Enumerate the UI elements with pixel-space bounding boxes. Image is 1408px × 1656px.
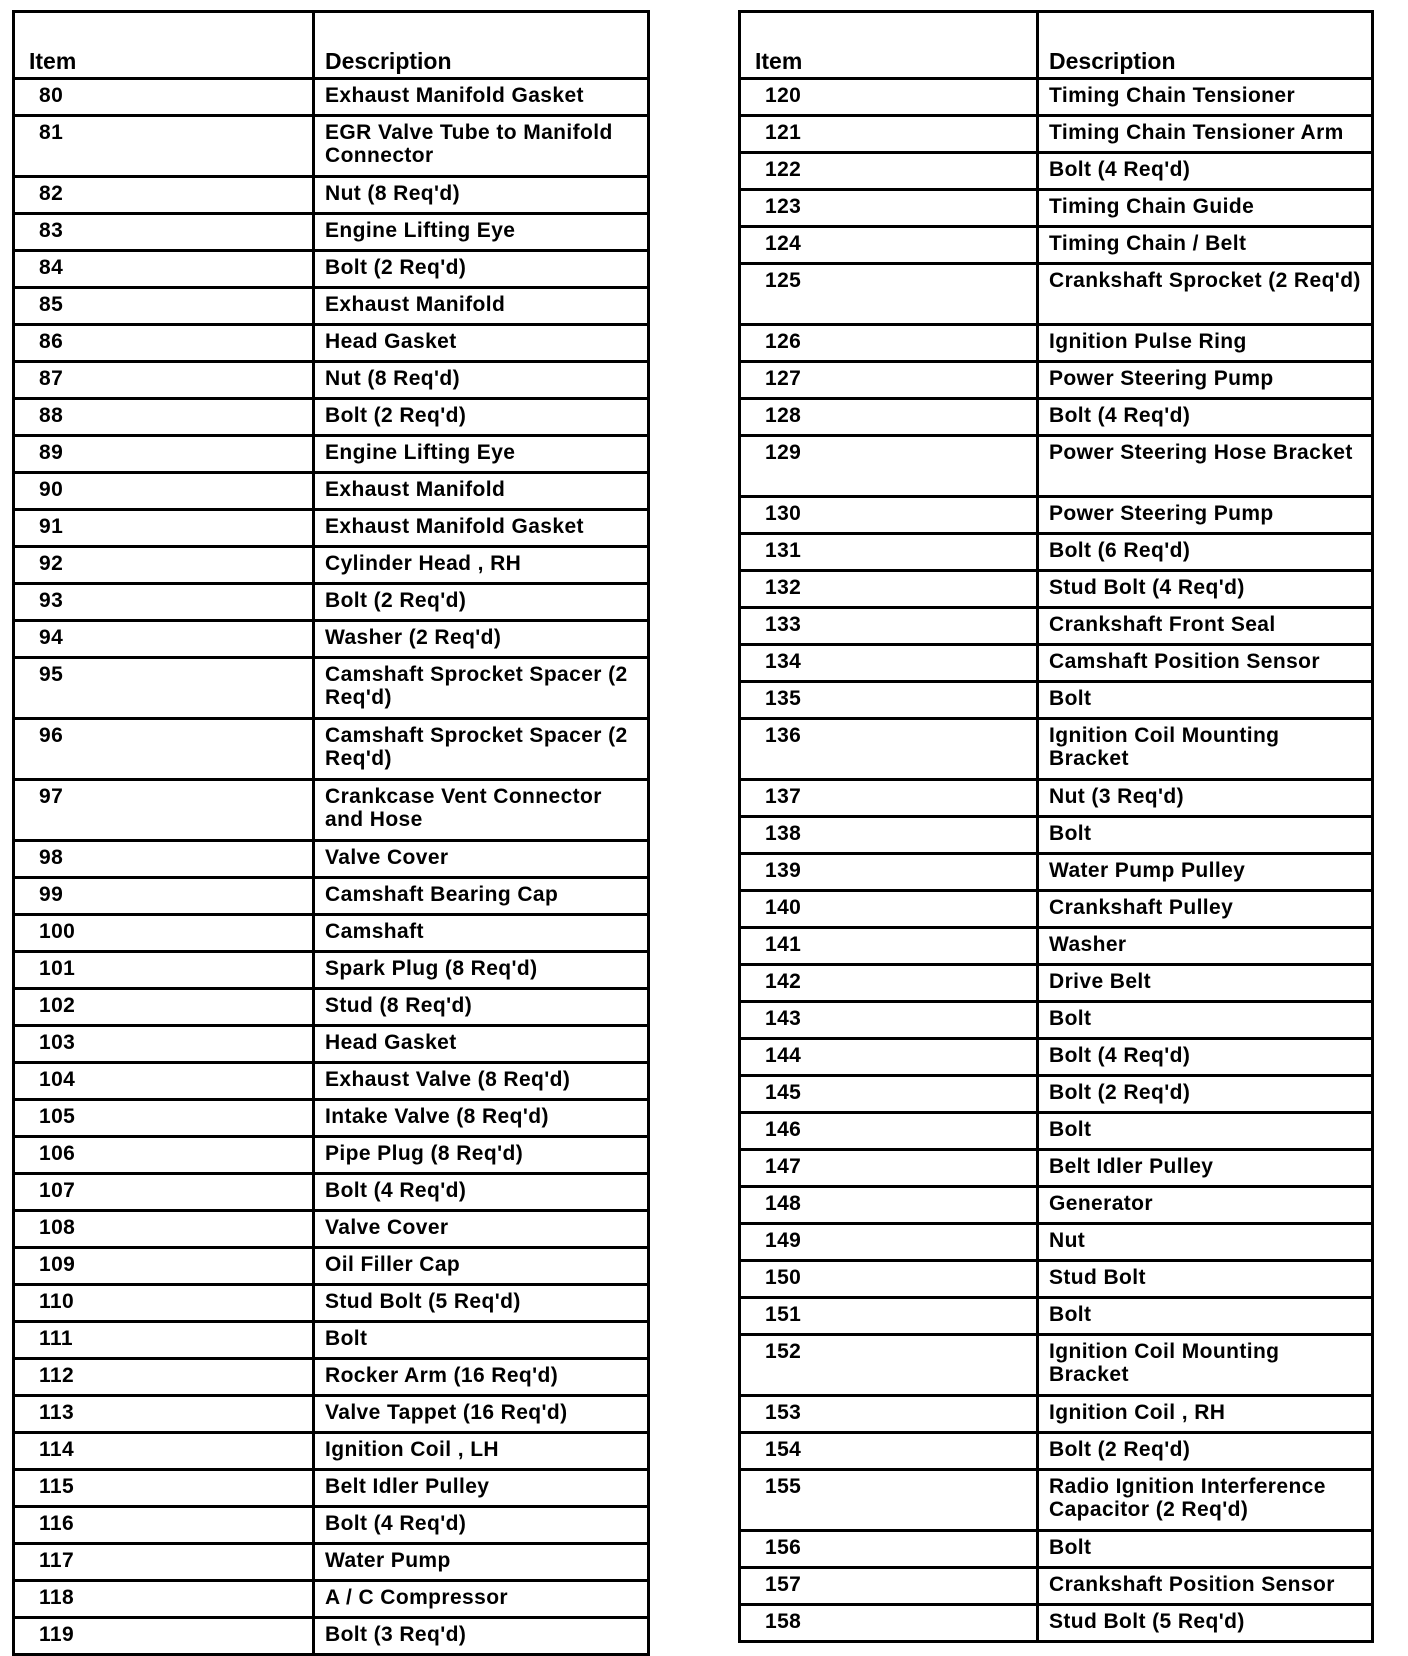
item-number: 137 — [740, 780, 1038, 817]
item-number: 131 — [740, 534, 1038, 571]
table-row — [740, 1187, 1373, 1224]
table-row — [14, 1396, 649, 1433]
item-description: Engine Lifting Eye — [314, 214, 649, 251]
table-row — [14, 1100, 649, 1137]
table-row — [14, 1359, 649, 1396]
item-description: Head Gasket — [314, 325, 649, 362]
item-description: Bolt (4 Req'd) — [1038, 153, 1373, 190]
item-number: 104 — [14, 1063, 314, 1100]
table-header-row — [14, 12, 649, 79]
table-row — [740, 1433, 1373, 1470]
parts-table-right — [738, 10, 1374, 1643]
table-row — [740, 645, 1373, 682]
item-description: Bolt (2 Req'd) — [1038, 1433, 1373, 1470]
table-row — [740, 928, 1373, 965]
table-row — [14, 989, 649, 1026]
item-number: 97 — [14, 780, 314, 841]
item-description: Nut (8 Req'd) — [314, 177, 649, 214]
table-row — [14, 547, 649, 584]
table-row — [740, 153, 1373, 190]
item-number: 144 — [740, 1039, 1038, 1076]
item-description: Nut — [1038, 1224, 1373, 1261]
parts-table-left-body — [14, 79, 649, 1655]
item-description: Valve Tappet (16 Req'd) — [314, 1396, 649, 1433]
table-row — [14, 719, 649, 780]
item-number: 140 — [740, 891, 1038, 928]
item-number: 112 — [14, 1359, 314, 1396]
item-number: 150 — [740, 1261, 1038, 1298]
table-row — [740, 1002, 1373, 1039]
item-number: 139 — [740, 854, 1038, 891]
table-row — [740, 497, 1373, 534]
item-number: 121 — [740, 116, 1038, 153]
item-description: A / C Compressor — [314, 1581, 649, 1618]
table-row — [740, 79, 1373, 116]
item-description: Bolt (4 Req'd) — [314, 1507, 649, 1544]
item-description: Ignition Coil Mounting Bracket — [1038, 719, 1373, 780]
item-description: Rocker Arm (16 Req'd) — [314, 1359, 649, 1396]
table-row — [14, 1470, 649, 1507]
table-row — [14, 1581, 649, 1618]
item-description: Camshaft — [314, 915, 649, 952]
item-number: 111 — [14, 1322, 314, 1359]
item-description: Belt Idler Pulley — [1038, 1150, 1373, 1187]
item-number: 107 — [14, 1174, 314, 1211]
table-row — [14, 177, 649, 214]
item-description: Washer — [1038, 928, 1373, 965]
item-number: 116 — [14, 1507, 314, 1544]
item-description: Timing Chain Tensioner — [1038, 79, 1373, 116]
item-number: 123 — [740, 190, 1038, 227]
table-row — [740, 1150, 1373, 1187]
table-row — [14, 621, 649, 658]
item-description: Bolt (2 Req'd) — [314, 584, 649, 621]
item-description: Stud Bolt (5 Req'd) — [1038, 1605, 1373, 1642]
item-number: 148 — [740, 1187, 1038, 1224]
item-number: 146 — [740, 1113, 1038, 1150]
table-row — [740, 436, 1373, 497]
item-number: 154 — [740, 1433, 1038, 1470]
item-number: 129 — [740, 436, 1038, 497]
item-description: Bolt (4 Req'd) — [314, 1174, 649, 1211]
item-number: 126 — [740, 325, 1038, 362]
item-description: Bolt — [1038, 1113, 1373, 1150]
item-description: Bolt — [1038, 1002, 1373, 1039]
item-number: 82 — [14, 177, 314, 214]
table-row — [14, 510, 649, 547]
table-row — [740, 1605, 1373, 1642]
item-number: 108 — [14, 1211, 314, 1248]
table-row — [740, 1224, 1373, 1261]
table-row — [740, 891, 1373, 928]
item-number: 81 — [14, 116, 314, 177]
table-row — [740, 1039, 1373, 1076]
item-description: Ignition Coil , RH — [1038, 1396, 1373, 1433]
table-row — [14, 584, 649, 621]
item-number: 151 — [740, 1298, 1038, 1335]
item-description: Crankshaft Sprocket (2 Req'd) — [1038, 264, 1373, 325]
item-number: 95 — [14, 658, 314, 719]
item-description: Valve Cover — [314, 1211, 649, 1248]
item-description: Bolt — [1038, 817, 1373, 854]
column-header-item: Item — [14, 12, 314, 79]
item-number: 110 — [14, 1285, 314, 1322]
item-number: 109 — [14, 1248, 314, 1285]
table-row — [740, 1568, 1373, 1605]
item-description: Nut (8 Req'd) — [314, 362, 649, 399]
item-number: 118 — [14, 1581, 314, 1618]
item-description: Water Pump Pulley — [1038, 854, 1373, 891]
item-description: Bolt — [1038, 1531, 1373, 1568]
item-number: 93 — [14, 584, 314, 621]
table-row — [14, 251, 649, 288]
item-description: Camshaft Position Sensor — [1038, 645, 1373, 682]
table-row — [740, 854, 1373, 891]
item-description: Bolt (2 Req'd) — [314, 399, 649, 436]
table-row — [740, 264, 1373, 325]
item-number: 83 — [14, 214, 314, 251]
item-description: Oil Filler Cap — [314, 1248, 649, 1285]
table-row — [14, 79, 649, 116]
table-row — [740, 817, 1373, 854]
item-description: Power Steering Pump — [1038, 497, 1373, 534]
item-number: 143 — [740, 1002, 1038, 1039]
item-description: Engine Lifting Eye — [314, 436, 649, 473]
item-number: 114 — [14, 1433, 314, 1470]
item-number: 136 — [740, 719, 1038, 780]
table-row — [14, 325, 649, 362]
table-row — [740, 1335, 1373, 1396]
item-description: Bolt — [314, 1322, 649, 1359]
item-description: Crankshaft Position Sensor — [1038, 1568, 1373, 1605]
item-description: Bolt (4 Req'd) — [1038, 1039, 1373, 1076]
item-description: Intake Valve (8 Req'd) — [314, 1100, 649, 1137]
item-number: 149 — [740, 1224, 1038, 1261]
table-row — [14, 1211, 649, 1248]
item-description: Belt Idler Pulley — [314, 1470, 649, 1507]
table-row — [14, 214, 649, 251]
table-row — [740, 1396, 1373, 1433]
item-number: 99 — [14, 878, 314, 915]
item-number: 80 — [14, 79, 314, 116]
table-row — [740, 1531, 1373, 1568]
item-description: Camshaft Bearing Cap — [314, 878, 649, 915]
item-description: Timing Chain Tensioner Arm — [1038, 116, 1373, 153]
table-row — [740, 227, 1373, 264]
column-header-description: Description — [314, 12, 649, 79]
table-row — [14, 1507, 649, 1544]
item-number: 91 — [14, 510, 314, 547]
item-description: Valve Cover — [314, 841, 649, 878]
table-row — [740, 1113, 1373, 1150]
table-row — [14, 436, 649, 473]
item-description: Exhaust Manifold Gasket — [314, 510, 649, 547]
item-description: Ignition Pulse Ring — [1038, 325, 1373, 362]
item-number: 100 — [14, 915, 314, 952]
item-number: 90 — [14, 473, 314, 510]
table-row — [14, 915, 649, 952]
parts-table-left — [12, 10, 650, 1656]
item-number: 92 — [14, 547, 314, 584]
item-number: 133 — [740, 608, 1038, 645]
table-row — [740, 534, 1373, 571]
item-description: Bolt — [1038, 682, 1373, 719]
item-description: Water Pump — [314, 1544, 649, 1581]
table-row — [14, 1026, 649, 1063]
item-description: Washer (2 Req'd) — [314, 621, 649, 658]
table-row — [14, 473, 649, 510]
item-description: Nut (3 Req'd) — [1038, 780, 1373, 817]
item-number: 145 — [740, 1076, 1038, 1113]
item-number: 88 — [14, 399, 314, 436]
table-row — [14, 1137, 649, 1174]
table-row — [740, 682, 1373, 719]
item-description: Ignition Coil Mounting Bracket — [1038, 1335, 1373, 1396]
item-number: 134 — [740, 645, 1038, 682]
item-description: Spark Plug (8 Req'd) — [314, 952, 649, 989]
item-description: Crankshaft Front Seal — [1038, 608, 1373, 645]
item-number: 115 — [14, 1470, 314, 1507]
item-description: Generator — [1038, 1187, 1373, 1224]
item-number: 85 — [14, 288, 314, 325]
item-description: Bolt — [1038, 1298, 1373, 1335]
item-number: 138 — [740, 817, 1038, 854]
item-number: 120 — [740, 79, 1038, 116]
item-description: Exhaust Valve (8 Req'd) — [314, 1063, 649, 1100]
item-description: Crankcase Vent Connector and Hose — [314, 780, 649, 841]
table-row — [14, 116, 649, 177]
item-description: Ignition Coil , LH — [314, 1433, 649, 1470]
item-number: 147 — [740, 1150, 1038, 1187]
column-header-description: Description — [1038, 12, 1373, 79]
item-number: 142 — [740, 965, 1038, 1002]
item-number: 89 — [14, 436, 314, 473]
table-row — [740, 719, 1373, 780]
table-row — [14, 780, 649, 841]
item-number: 141 — [740, 928, 1038, 965]
item-description: Bolt (2 Req'd) — [314, 251, 649, 288]
table-row — [14, 399, 649, 436]
table-row — [14, 288, 649, 325]
item-number: 124 — [740, 227, 1038, 264]
table-row — [740, 362, 1373, 399]
item-description: Crankshaft Pulley — [1038, 891, 1373, 928]
item-number: 98 — [14, 841, 314, 878]
item-number: 156 — [740, 1531, 1038, 1568]
table-row — [740, 399, 1373, 436]
table-row — [14, 952, 649, 989]
item-description: Exhaust Manifold — [314, 288, 649, 325]
table-row — [740, 571, 1373, 608]
item-number: 86 — [14, 325, 314, 362]
item-description: Camshaft Sprocket Spacer (2 Req'd) — [314, 658, 649, 719]
table-row — [14, 1248, 649, 1285]
table-header-row — [740, 12, 1373, 79]
item-number: 157 — [740, 1568, 1038, 1605]
table-row — [740, 116, 1373, 153]
item-number: 127 — [740, 362, 1038, 399]
item-number: 153 — [740, 1396, 1038, 1433]
item-description: Cylinder Head , RH — [314, 547, 649, 584]
item-number: 158 — [740, 1605, 1038, 1642]
item-description: Drive Belt — [1038, 965, 1373, 1002]
item-number: 128 — [740, 399, 1038, 436]
table-row — [14, 1174, 649, 1211]
item-number: 113 — [14, 1396, 314, 1433]
item-description: Radio Ignition Interference Capacitor (2 Req'd) — [1038, 1470, 1373, 1531]
item-number: 105 — [14, 1100, 314, 1137]
item-description: Head Gasket — [314, 1026, 649, 1063]
item-number: 130 — [740, 497, 1038, 534]
item-description: Bolt (4 Req'd) — [1038, 399, 1373, 436]
table-row — [14, 1544, 649, 1581]
table-row — [740, 608, 1373, 645]
item-description: Bolt (6 Req'd) — [1038, 534, 1373, 571]
item-description: Pipe Plug (8 Req'd) — [314, 1137, 649, 1174]
item-number: 101 — [14, 952, 314, 989]
item-number: 102 — [14, 989, 314, 1026]
item-description: Stud Bolt (4 Req'd) — [1038, 571, 1373, 608]
item-description: Timing Chain / Belt — [1038, 227, 1373, 264]
item-description: Stud (8 Req'd) — [314, 989, 649, 1026]
item-description: Stud Bolt (5 Req'd) — [314, 1285, 649, 1322]
item-description: Power Steering Hose Bracket — [1038, 436, 1373, 497]
item-number: 119 — [14, 1618, 314, 1655]
table-row — [14, 362, 649, 399]
table-row — [14, 1063, 649, 1100]
item-description: Exhaust Manifold Gasket — [314, 79, 649, 116]
item-number: 94 — [14, 621, 314, 658]
table-row — [14, 841, 649, 878]
item-number: 96 — [14, 719, 314, 780]
table-row — [14, 878, 649, 915]
item-number: 84 — [14, 251, 314, 288]
item-description: Timing Chain Guide — [1038, 190, 1373, 227]
item-number: 125 — [740, 264, 1038, 325]
item-number: 155 — [740, 1470, 1038, 1531]
item-number: 132 — [740, 571, 1038, 608]
item-number: 103 — [14, 1026, 314, 1063]
item-number: 117 — [14, 1544, 314, 1581]
table-row — [740, 1470, 1373, 1531]
table-row — [14, 1322, 649, 1359]
item-number: 106 — [14, 1137, 314, 1174]
item-description: Bolt (2 Req'd) — [1038, 1076, 1373, 1113]
table-row — [740, 780, 1373, 817]
item-description: Bolt (3 Req'd) — [314, 1618, 649, 1655]
table-row — [740, 1261, 1373, 1298]
table-row — [740, 190, 1373, 227]
table-row — [14, 1433, 649, 1470]
table-row — [740, 325, 1373, 362]
item-number: 122 — [740, 153, 1038, 190]
table-row — [740, 1298, 1373, 1335]
column-header-item: Item — [740, 12, 1038, 79]
table-row — [740, 965, 1373, 1002]
item-description: Power Steering Pump — [1038, 362, 1373, 399]
item-number: 135 — [740, 682, 1038, 719]
table-row — [740, 1076, 1373, 1113]
item-description: Stud Bolt — [1038, 1261, 1373, 1298]
item-number: 152 — [740, 1335, 1038, 1396]
table-row — [14, 1285, 649, 1322]
item-description: EGR Valve Tube to Manifold Connector — [314, 116, 649, 177]
item-description: Exhaust Manifold — [314, 473, 649, 510]
table-row — [14, 1618, 649, 1655]
item-description: Camshaft Sprocket Spacer (2 Req'd) — [314, 719, 649, 780]
table-row — [14, 658, 649, 719]
parts-table-right-body — [740, 79, 1373, 1642]
item-number: 87 — [14, 362, 314, 399]
